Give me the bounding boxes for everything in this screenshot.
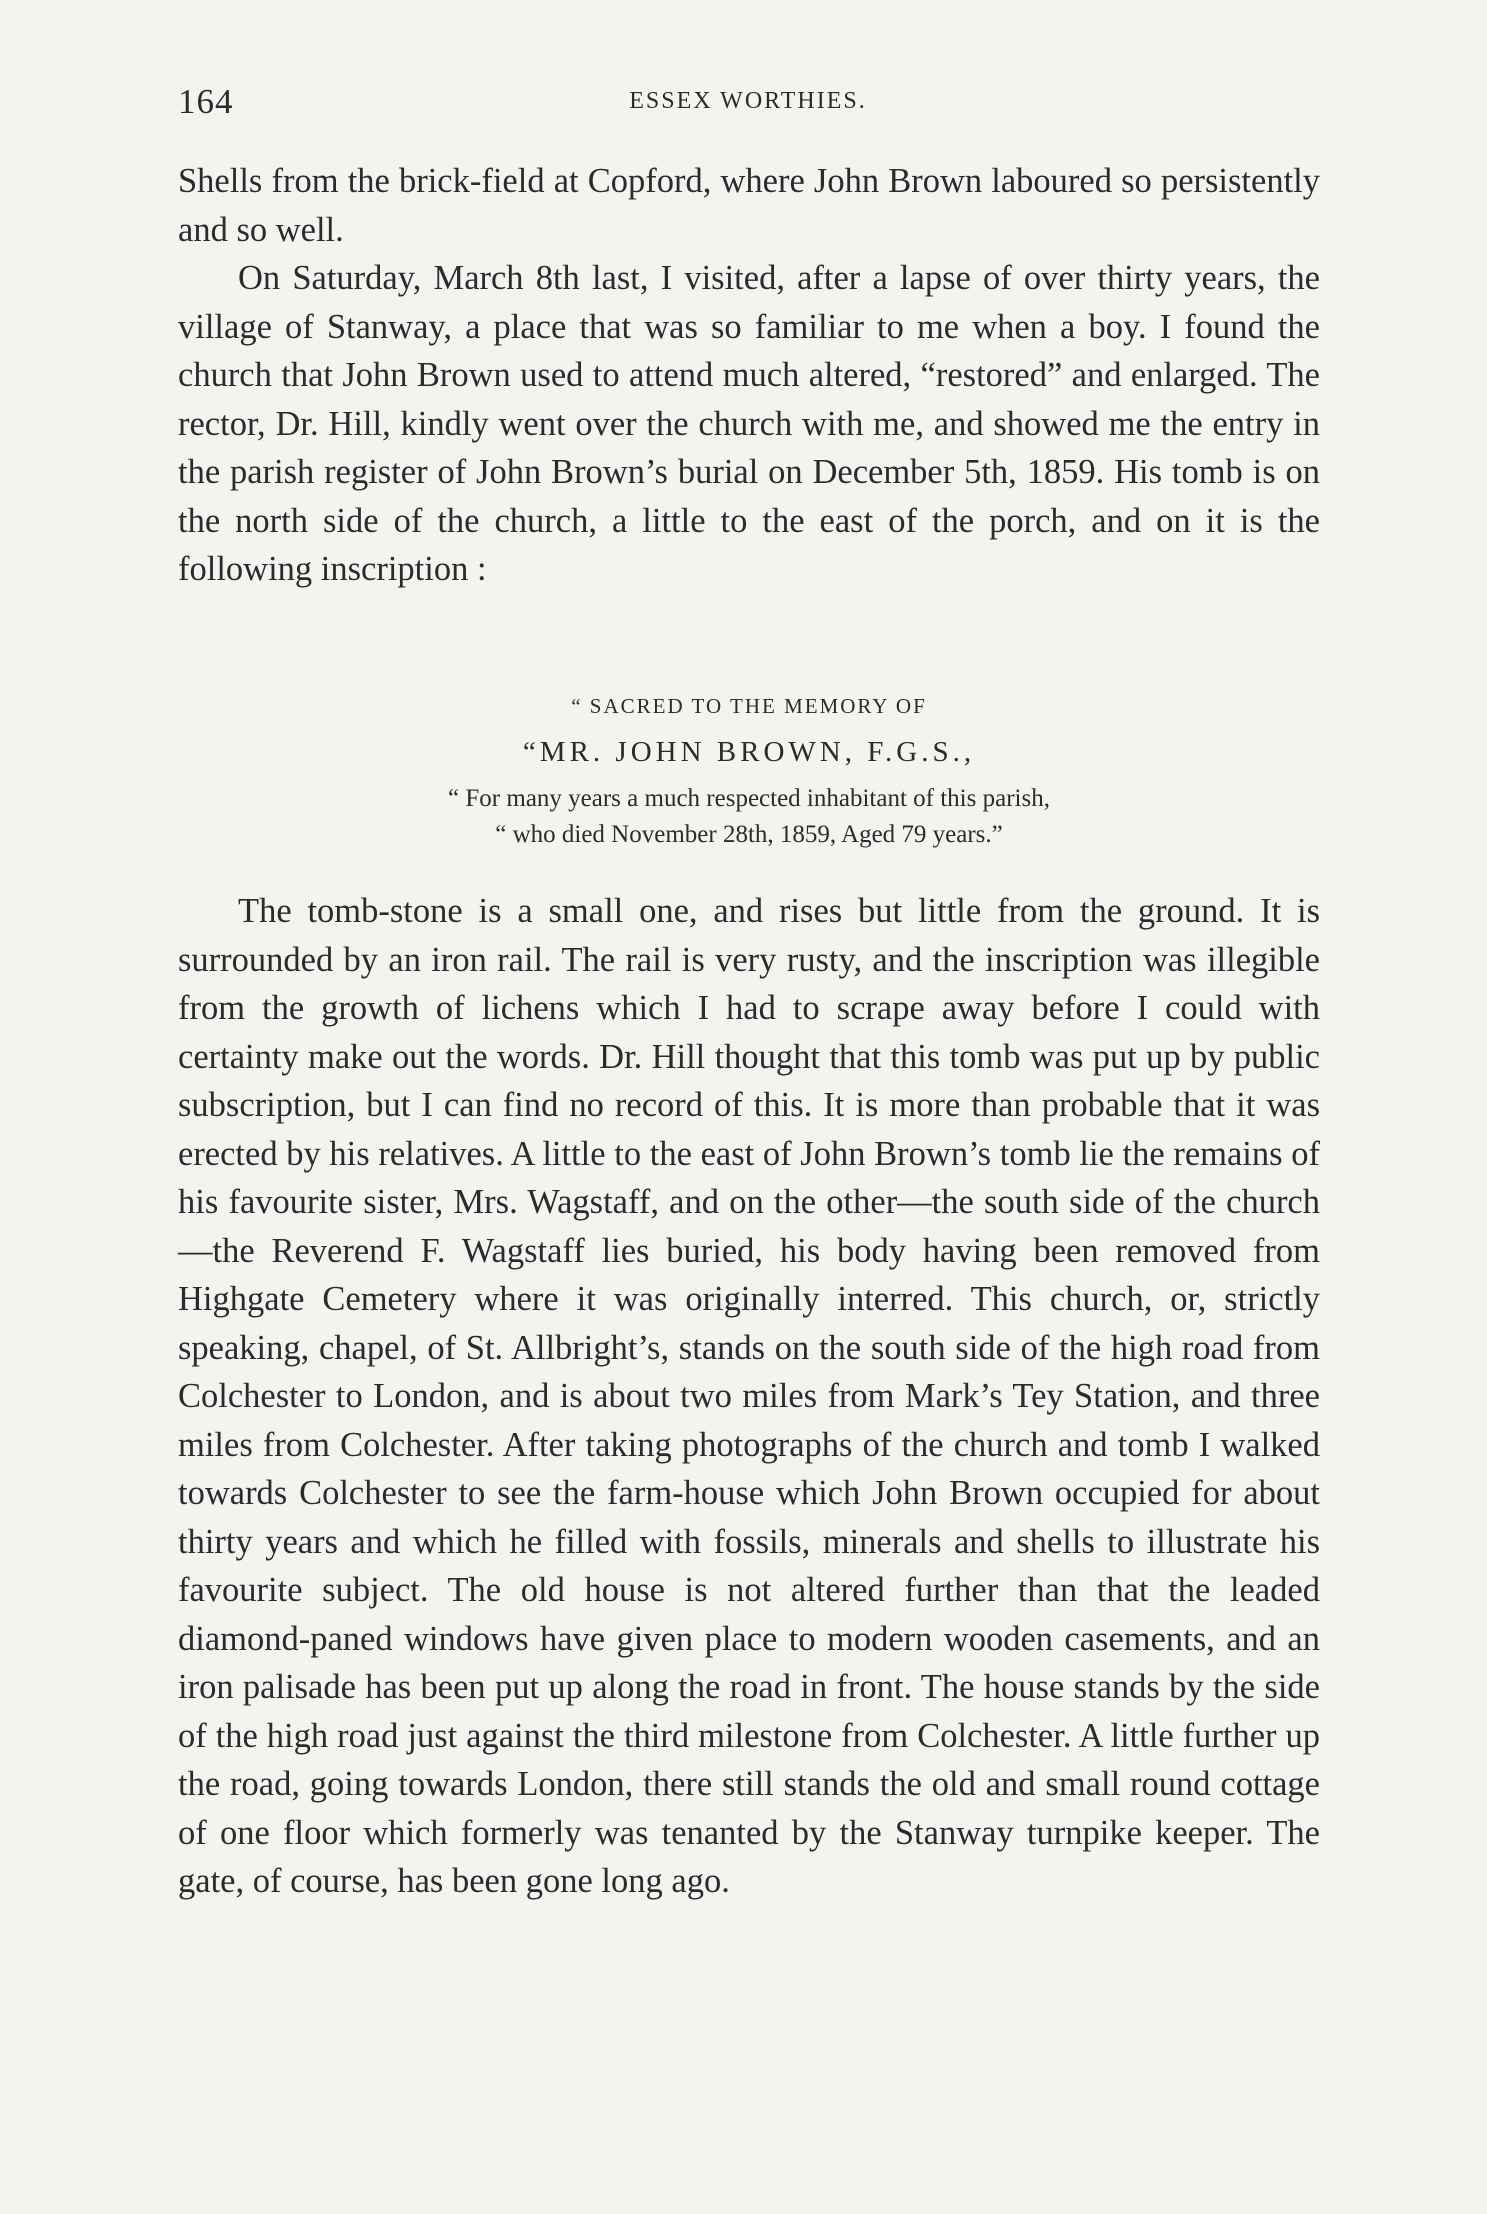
paragraph-continuation: Shells from the brick-field at Copford, where John Brown laboured so persistently and so well. xyxy=(178,162,1320,249)
tomb-inscription xyxy=(178,688,1320,854)
page-number: 164 xyxy=(178,82,234,121)
page-header xyxy=(178,82,1318,126)
paragraph-visit-to-stanway: On Saturday, March 8th last, I visited, after a lapse of over thirty years, the village of Stanway, a place that was so familiar to me when a boy. I found the church that John Brown used to attend much altered, “restored” and enlarged. The rector, Dr. Hill, kindly went over the church with me, and showed me the entry in the parish register of John Brown’s burial on December 5th, 1859. His tomb is on the north side of the church, a little to the east of the porch, and on it is the following inscription : xyxy=(178,259,1320,588)
inscription-line-died: “ who died November 28th, 1859, Aged 79 years.” xyxy=(495,821,1003,848)
paragraph-tomb-description: The tomb-stone is a small one, and rises but little from the ground. It is surrounded by an iron rail. The rail is very rusty, and the inscription was illegible from the growth of lichens which I had to scrape away before I could with certainty make out the words. Dr. Hill thought that this tomb was put up by public subscription, but I can find no record of this. It is more than probable that it was erected by his relatives. A little to the east of John Brown’s tomb lie the remains of his favourite sister, Mrs. Wagstaff, and on the other—the south side of the church—the Reverend F. Wagstaff lies buried, his body having been removed from Highgate Cemetery where it was originally interred. This church, or, strictly speaking, chapel, of St. Allbright’s, stands on the south side of the high road from Colchester to London, and is about two miles from Mark’s Tey Station, and three miles from Colchester. After taking photographs of the church and tomb I walked towards Colchester to see the farm-house which John Brown occupied for about thirty years and which he filled with fossils, minerals and shells to illustrate his favourite subject. The old house is not altered further than that the leaded diamond-paned windows have given place to modern wooden casements, and an iron palisade has been put up along the road in front. The house stands by the side of the high road just against the third milestone from Colchester. A little further up the road, going towards London, there still stands the old and small round cottage of one floor which formerly was tenanted by the Stanway turnpike keeper. The gate, of course, has been gone long ago. xyxy=(178,892,1320,1900)
running-head: ESSEX WORTHIES. xyxy=(629,88,867,114)
inscription-line-inhabitant: “ For many years a much respected inhabitant of this parish, xyxy=(448,785,1050,812)
inscription-line-sacred: “ SACRED TO THE MEMORY OF xyxy=(571,694,927,718)
inscription-line-name: “MR. JOHN BROWN, F.G.S., xyxy=(522,736,976,768)
